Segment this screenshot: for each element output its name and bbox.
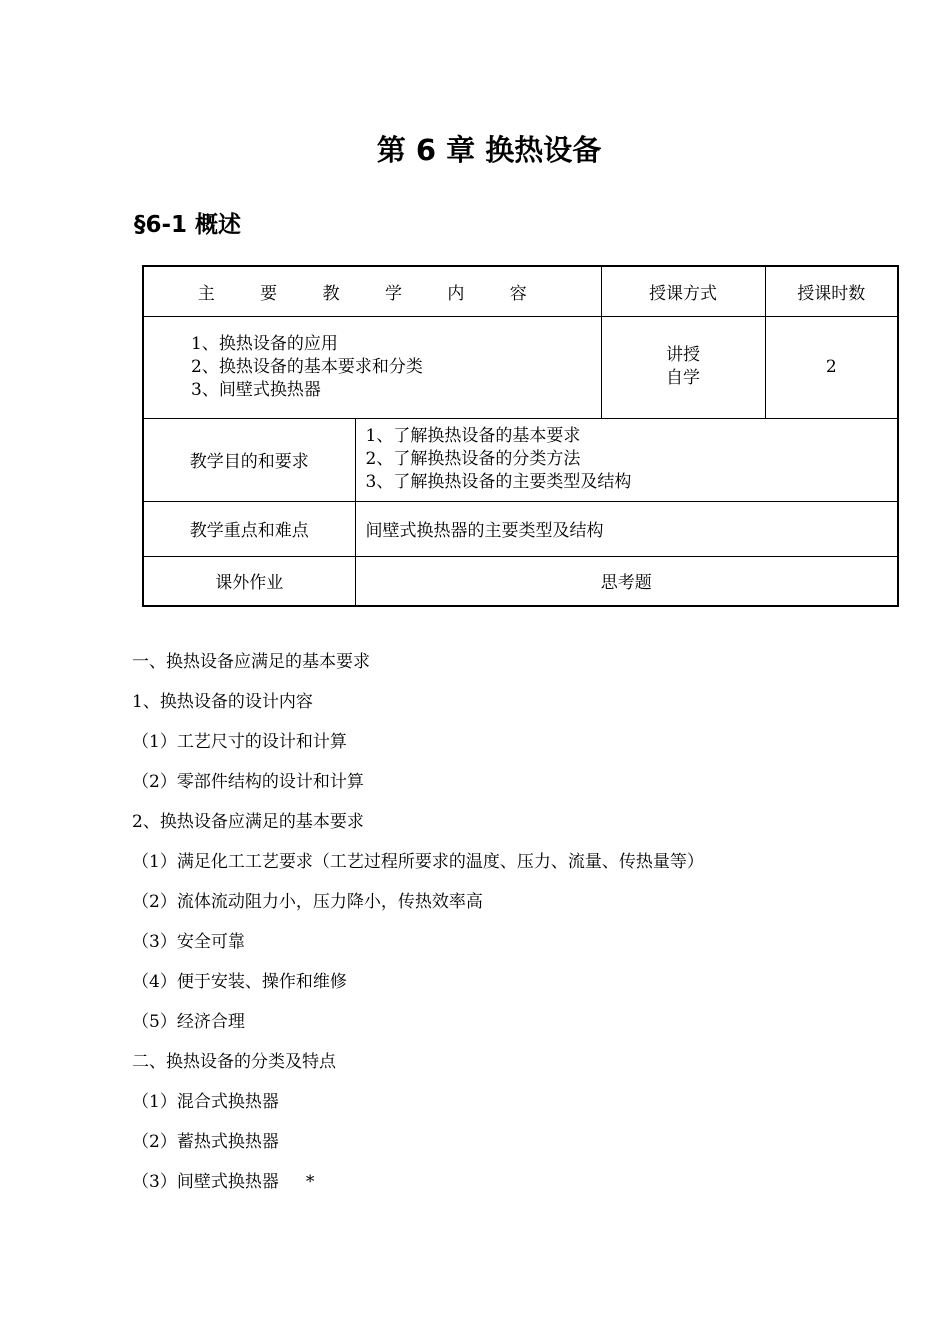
header-teaching-method: 授课方式 (601, 266, 765, 316)
header-main-content: 主 要 教 学 内 容 (143, 266, 601, 316)
list-item: （1）满足化工工艺要求（工艺过程所要求的温度、压力、流量、传热量等） (132, 852, 704, 872)
homework-value: 思考题 (355, 556, 898, 606)
list-item: （4）便于安装、操作和维修 (132, 972, 347, 992)
lesson-plan-table (142, 265, 899, 607)
homework-label: 课外作业 (143, 556, 355, 606)
list-item: 3、了解换热设备的主要类型及结构 (365, 472, 632, 492)
list-item: （3）安全可靠 (132, 932, 245, 952)
list-item: （1）混合式换热器 (132, 1092, 279, 1112)
section-heading: §6-1 概述 (134, 212, 242, 238)
keypoints-label: 教学重点和难点 (143, 501, 355, 556)
list-item: （3）间壁式换热器 * (132, 1172, 315, 1192)
list-item: 1、换热设备的应用 (191, 333, 338, 354)
list-item: （1）工艺尺寸的设计和计算 (132, 732, 347, 752)
method-lecture: 讲授 (666, 345, 700, 365)
objectives-label: 教学目的和要求 (143, 418, 355, 501)
keypoints-value: 间壁式换热器的主要类型及结构 (355, 501, 898, 556)
table-header-row (143, 266, 898, 316)
content-row (143, 316, 898, 418)
heading-classification: 二、换热设备的分类及特点 (132, 1052, 336, 1072)
list-item: 2、了解换热设备的分类方法 (365, 449, 581, 469)
objectives-list (355, 418, 898, 501)
list-item: （2）蓄热式换热器 (132, 1132, 279, 1152)
list-item: （2）零部件结构的设计和计算 (132, 772, 364, 792)
subheading-requirements: 2、换热设备应满足的基本要求 (132, 812, 364, 832)
method-self-study: 自学 (666, 368, 700, 388)
subheading-design-content: 1、换热设备的设计内容 (132, 692, 313, 712)
teaching-method-cell (601, 316, 765, 418)
keypoints-row (143, 501, 898, 556)
heading-basic-requirements: 一、换热设备应满足的基本要求 (132, 652, 370, 672)
chapter-title: 第 6 章 换热设备 (376, 133, 602, 167)
list-item: （2）流体流动阻力小，压力降小，传热效率高 (132, 892, 483, 912)
list-item: 3、间壁式换热器 (191, 379, 321, 400)
main-content-list (143, 316, 601, 418)
header-teaching-hours: 授课时数 (765, 266, 898, 316)
objectives-row (143, 418, 898, 501)
teaching-hours-value: 2 (765, 316, 898, 418)
body-content (132, 648, 704, 1208)
list-item: 2、换热设备的基本要求和分类 (191, 356, 423, 377)
list-item: （5）经济合理 (132, 1012, 245, 1032)
list-item: 1、了解换热设备的基本要求 (365, 426, 581, 446)
homework-row (143, 556, 898, 606)
